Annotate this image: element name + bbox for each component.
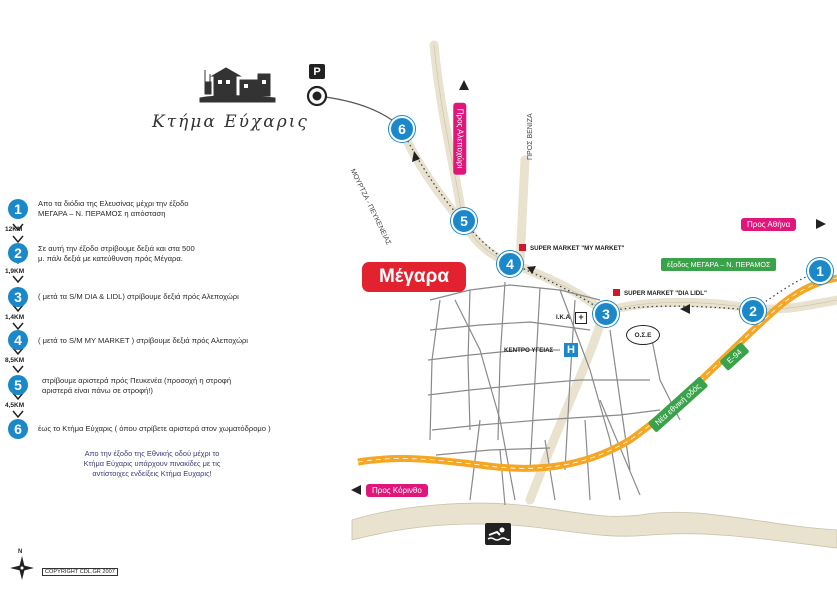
- distance-3: 1,4KM: [5, 314, 25, 321]
- distance-5: 4,5KM: [5, 402, 25, 409]
- new-national-road-sign: Νέα εθνική οδός: [648, 376, 709, 432]
- sign-to-athens: Προς Αθήνα: [741, 218, 796, 231]
- exit-sign: έξοδος ΜΕΓΑΡΑ – Ν. ΠΕΡΑΜΟΣ: [661, 258, 776, 271]
- footnote: Απο την έξοδο της Εθνικής οδού μέχρι το Κτήμα Εύχαρις υπάρχουν πινακίδες με τις αντίστοιχες ενδείξεις Κτήμα Ευχαρις!: [83, 449, 221, 478]
- supermarket-my-market: SUPER MARKET "MY MARKET": [519, 244, 624, 252]
- ika-label: Ι.Κ.Α: [556, 314, 571, 321]
- ose-station: Ο.Σ.Ε: [626, 325, 660, 345]
- compass-label: N: [18, 549, 23, 555]
- step-1-text: Απο τα διόδια της Ελευσίνας μέχρι την έξοδο ΜΕΓΑΡΑ – Ν. ΠΕΡΑΜΟΣ η απόσταση: [38, 199, 189, 218]
- step-4-text: ( μετά το S/M MY MARKET ) στρίβουμε δεξιά πρός Αλεποχώρι: [38, 336, 248, 345]
- step-2-text: Σε αυτή την έξοδο στρίβουμε δεξιά και στα 500 μ. πάλι δεξιά με κατεύθυνση πρός Μέγαρα.: [38, 244, 195, 263]
- parking-icon: P: [309, 64, 325, 79]
- health-center-label: ΚΕΝΤΡΟ ΥΓΕΙΑΣ: [504, 347, 554, 354]
- step-6-text: έως το Κτήμα Εύχαρις ( όπου στρίβετε αριστερά στον χωματόδρομο ): [38, 424, 271, 433]
- swimming-icon: [485, 523, 511, 545]
- coastline: [352, 503, 837, 548]
- map-step-4: 4: [497, 251, 523, 277]
- copyright: COPYRIGHT CDL.GR 2007: [42, 568, 118, 576]
- distance-2: 1,9KM: [5, 268, 25, 275]
- step-2-badge: 2: [8, 243, 28, 263]
- compass: [10, 556, 34, 580]
- supermarket-icon: [519, 244, 526, 251]
- town-streets: [428, 282, 680, 505]
- step-3-badge: 3: [8, 287, 28, 307]
- estate-sketch: [200, 68, 275, 102]
- hospital-icon: H: [564, 343, 578, 357]
- step-6-badge: 6: [8, 419, 28, 439]
- arrow-alepochori: [459, 80, 469, 90]
- map-step-2: 2: [740, 298, 766, 324]
- step-5-badge: 5: [8, 375, 28, 395]
- main-roads: [402, 45, 837, 500]
- road-south-branch: [530, 312, 604, 500]
- sign-to-korinthos: Προς Κόρινθο: [366, 484, 428, 497]
- sign-to-alepochori: Προς Αλεποχώρι: [453, 103, 466, 175]
- step-3-text: ( μετά τα S/M DIA & LIDL) στρίβουμε δεξιά πρός Αλεποχώρι: [38, 292, 239, 301]
- city-badge: Μέγαρα: [362, 262, 466, 292]
- road-label-mourtza: ΜΟΥΡΤΖΑ - ΠΕΥΚΕΝΕΙΑΣ: [348, 168, 392, 247]
- distance-4: 8,5KM: [5, 357, 25, 364]
- arrow-korinthos: [351, 485, 361, 495]
- map-step-6: 6: [389, 116, 415, 142]
- step-5-text: στρίβουμε αριστερά πρός Πευκενέα (προσοχή η στροφή αριστερά είναι πάνω σε στροφή!): [42, 376, 232, 395]
- map-step-5: 5: [451, 208, 477, 234]
- step-1-badge: 1: [8, 199, 28, 219]
- road-edges: [434, 45, 837, 312]
- ika-icon: +: [575, 312, 587, 324]
- supermarket-icon: [613, 289, 620, 296]
- distance-1: 12KM: [5, 226, 23, 233]
- map-step-1: 1: [807, 258, 833, 284]
- road-label-veniza: ΠΡΟΣ ΒΕΝΙΖΑ: [527, 113, 534, 160]
- map-step-3: 3: [593, 301, 619, 327]
- e94-sign: Ε-94: [719, 342, 749, 371]
- arrow-athens: [816, 219, 826, 229]
- supermarket-dia-lidl: SUPER MARKET "DIA LIDL": [613, 289, 707, 297]
- step-4-badge: 4: [8, 330, 28, 350]
- estate-name: Κτήμα Εύχαρις: [152, 112, 309, 132]
